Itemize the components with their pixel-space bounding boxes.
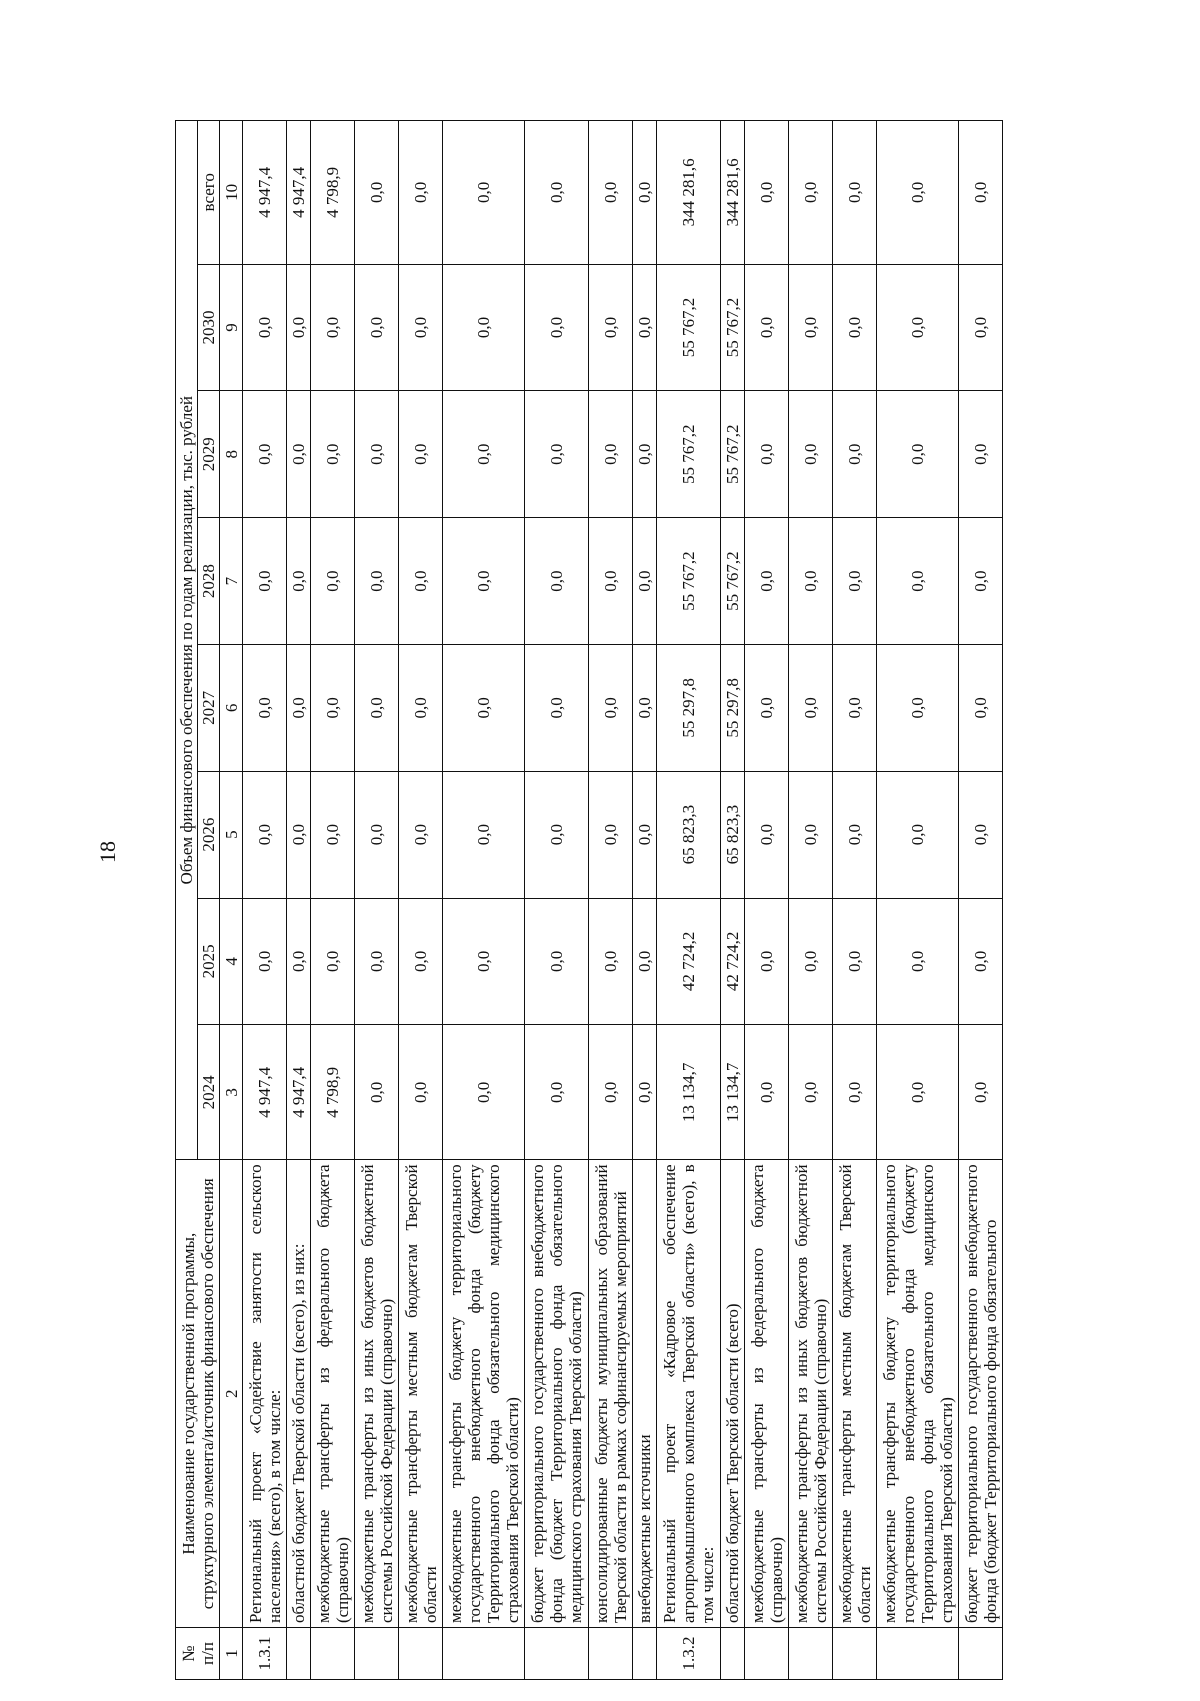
header-row-index	[220, 121, 243, 1680]
financing-table	[175, 120, 1003, 1680]
row-number	[633, 1628, 657, 1680]
row-number	[789, 1628, 833, 1680]
table-row	[877, 121, 959, 1680]
column-index: 3	[220, 1025, 243, 1160]
column-index: 2	[220, 1160, 243, 1628]
row-name: межбюджетные трансферты бюджету территориального государственного внебюджетного фонда (бюджету Территориального фонда обязательного медицинского страхования Тверской области)	[877, 1160, 959, 1628]
column-index: 8	[220, 391, 243, 518]
value-cell: 0,0	[877, 771, 959, 898]
table-row	[745, 121, 789, 1680]
value-cell: 0,0	[311, 518, 355, 645]
value-cell: 0,0	[959, 644, 1003, 771]
value-cell: 0,0	[525, 644, 589, 771]
value-cell: 0,0	[633, 771, 657, 898]
row-number	[589, 1628, 633, 1680]
value-cell: 4 947,4	[287, 1025, 311, 1160]
value-cell: 0,0	[959, 518, 1003, 645]
header-num: № п/п	[176, 1628, 220, 1680]
value-cell: 4 798,9	[311, 1025, 355, 1160]
value-cell: 0,0	[877, 644, 959, 771]
value-cell: 0,0	[287, 264, 311, 391]
value-cell: 0,0	[243, 771, 287, 898]
value-total: 344 281,6	[721, 121, 745, 265]
value-cell: 0,0	[355, 391, 399, 518]
column-index: 9	[220, 264, 243, 391]
value-cell: 0,0	[877, 1025, 959, 1160]
row-number	[525, 1628, 589, 1680]
row-name: межбюджетные трансферты из иных бюджетов бюджетной системы Российской Федерации (справочно)	[355, 1160, 399, 1628]
row-number	[355, 1628, 399, 1680]
header-name: Наименование государственной программы, структурного элемента/источник финансового обеспечения	[176, 1160, 220, 1628]
header-volume: Объем финансового обеспечения по годам реализации, тыс. рублей	[176, 121, 198, 1160]
value-cell: 0,0	[443, 391, 525, 518]
value-cell: 0,0	[789, 518, 833, 645]
value-cell: 0,0	[355, 771, 399, 898]
value-cell: 0,0	[877, 898, 959, 1025]
value-cell: 0,0	[959, 898, 1003, 1025]
value-total: 0,0	[525, 121, 589, 265]
value-cell: 0,0	[525, 898, 589, 1025]
row-name: межбюджетные трансферты бюджету территориального государственного внебюджетного фонда (бюджету Территориального фонда обязательного медицинского страхования Тверской области)	[443, 1160, 525, 1628]
value-cell: 0,0	[633, 644, 657, 771]
page-number: 18	[95, 841, 120, 863]
value-cell: 0,0	[789, 644, 833, 771]
row-name: внебюджетные источники	[633, 1160, 657, 1628]
value-cell: 0,0	[877, 518, 959, 645]
table-row	[833, 121, 877, 1680]
column-index: 6	[220, 644, 243, 771]
value-cell: 0,0	[399, 264, 443, 391]
value-cell: 0,0	[589, 644, 633, 771]
value-cell: 0,0	[287, 771, 311, 898]
value-cell: 0,0	[243, 898, 287, 1025]
value-cell: 0,0	[789, 391, 833, 518]
value-cell: 0,0	[311, 391, 355, 518]
value-cell: 0,0	[833, 391, 877, 518]
value-cell: 0,0	[243, 391, 287, 518]
value-cell: 0,0	[877, 391, 959, 518]
value-total: 0,0	[833, 121, 877, 265]
row-name: межбюджетные трансферты из федерального бюджета (справочно)	[311, 1160, 355, 1628]
column-index: 7	[220, 518, 243, 645]
value-cell: 0,0	[745, 771, 789, 898]
row-number	[399, 1628, 443, 1680]
value-cell: 0,0	[959, 391, 1003, 518]
row-name: межбюджетные трансферты местным бюджетам Тверской области	[399, 1160, 443, 1628]
value-cell: 0,0	[833, 518, 877, 645]
row-number: 1.3.2	[657, 1628, 721, 1680]
value-cell: 0,0	[589, 518, 633, 645]
table-row	[399, 121, 443, 1680]
table-row	[525, 121, 589, 1680]
value-total: 0,0	[399, 121, 443, 265]
value-cell: 0,0	[633, 391, 657, 518]
value-cell: 65 823,3	[721, 771, 745, 898]
value-cell: 55 767,2	[657, 264, 721, 391]
value-cell: 0,0	[443, 518, 525, 645]
value-cell: 0,0	[589, 771, 633, 898]
column-index: 5	[220, 771, 243, 898]
value-cell: 0,0	[877, 264, 959, 391]
header-year: 2028	[198, 518, 220, 645]
value-cell: 0,0	[243, 264, 287, 391]
value-cell: 0,0	[525, 264, 589, 391]
header-year: 2030	[198, 264, 220, 391]
value-total: 0,0	[633, 121, 657, 265]
value-cell: 0,0	[443, 264, 525, 391]
value-total: 4 947,4	[287, 121, 311, 265]
table-row	[657, 121, 721, 1680]
value-cell: 0,0	[525, 771, 589, 898]
value-cell: 13 134,7	[721, 1025, 745, 1160]
value-cell: 0,0	[633, 264, 657, 391]
rotated-table-wrapper	[175, 120, 1060, 1680]
value-cell: 0,0	[287, 518, 311, 645]
value-cell: 55 297,8	[721, 644, 745, 771]
value-cell: 0,0	[243, 644, 287, 771]
value-cell: 55 297,8	[657, 644, 721, 771]
table-row	[959, 121, 1003, 1680]
value-cell: 0,0	[959, 1025, 1003, 1160]
value-cell: 0,0	[833, 898, 877, 1025]
value-cell: 0,0	[833, 1025, 877, 1160]
value-cell: 0,0	[745, 644, 789, 771]
value-cell: 0,0	[399, 1025, 443, 1160]
value-cell: 0,0	[287, 644, 311, 771]
value-cell: 65 823,3	[657, 771, 721, 898]
value-cell: 55 767,2	[721, 264, 745, 391]
value-cell: 0,0	[789, 1025, 833, 1160]
value-cell: 0,0	[833, 771, 877, 898]
table-row	[589, 121, 633, 1680]
row-name: консолидированные бюджеты муниципальных образований Тверской области в рамках софинансируемых мероприятий	[589, 1160, 633, 1628]
value-cell: 55 767,2	[657, 391, 721, 518]
header-year: 2024	[198, 1025, 220, 1160]
value-total: 344 281,6	[657, 121, 721, 265]
value-cell: 0,0	[525, 1025, 589, 1160]
column-index: 10	[220, 121, 243, 265]
value-cell: 0,0	[355, 898, 399, 1025]
value-cell: 0,0	[443, 644, 525, 771]
value-cell: 0,0	[745, 898, 789, 1025]
value-cell: 42 724,2	[721, 898, 745, 1025]
row-name: бюджет территориального государственного внебюджетного фонда (бюджет Территориального фонда обязательного	[959, 1160, 1003, 1628]
value-cell: 0,0	[287, 898, 311, 1025]
row-name: межбюджетные трансферты из иных бюджетов бюджетной системы Российской Федерации (справочно)	[789, 1160, 833, 1628]
value-cell: 0,0	[789, 264, 833, 391]
value-cell: 0,0	[525, 518, 589, 645]
header-year: 2027	[198, 644, 220, 771]
value-cell: 0,0	[355, 518, 399, 645]
value-cell: 0,0	[745, 391, 789, 518]
value-cell: 0,0	[355, 1025, 399, 1160]
value-cell: 42 724,2	[657, 898, 721, 1025]
row-number: 1.3.1	[243, 1628, 287, 1680]
value-total: 0,0	[789, 121, 833, 265]
value-cell: 0,0	[311, 771, 355, 898]
value-cell: 13 134,7	[657, 1025, 721, 1160]
value-cell: 0,0	[789, 898, 833, 1025]
table-row	[633, 121, 657, 1680]
value-cell: 0,0	[311, 644, 355, 771]
value-total: 0,0	[443, 121, 525, 265]
value-total: 4 947,4	[243, 121, 287, 265]
row-name: областной бюджет Тверской области (всего), из них:	[287, 1160, 311, 1628]
value-cell: 0,0	[589, 264, 633, 391]
value-cell: 0,0	[355, 264, 399, 391]
value-cell: 0,0	[355, 644, 399, 771]
row-number	[287, 1628, 311, 1680]
value-cell: 0,0	[959, 264, 1003, 391]
value-total: 0,0	[745, 121, 789, 265]
value-cell: 0,0	[399, 771, 443, 898]
value-cell: 0,0	[633, 898, 657, 1025]
row-name: Региональный проект «Кадровое обеспечение агропромышленного комплекса Тверской области» (всего), в том числе:	[657, 1160, 721, 1628]
value-cell: 0,0	[311, 264, 355, 391]
value-cell: 0,0	[525, 391, 589, 518]
table-row	[287, 121, 311, 1680]
value-cell: 0,0	[833, 644, 877, 771]
row-number	[443, 1628, 525, 1680]
value-cell: 0,0	[833, 264, 877, 391]
value-cell: 0,0	[745, 264, 789, 391]
value-total: 0,0	[589, 121, 633, 265]
row-name: межбюджетные трансферты местным бюджетам Тверской области	[833, 1160, 877, 1628]
header-year: 2025	[198, 898, 220, 1025]
table-body	[243, 121, 1003, 1680]
value-total: 4 798,9	[311, 121, 355, 265]
value-cell: 0,0	[633, 518, 657, 645]
table-row	[721, 121, 745, 1680]
value-cell: 0,0	[745, 1025, 789, 1160]
header-year: 2029	[198, 391, 220, 518]
header-total: всего	[198, 121, 220, 265]
value-cell: 0,0	[443, 1025, 525, 1160]
value-total: 0,0	[959, 121, 1003, 265]
value-cell: 0,0	[399, 391, 443, 518]
value-cell: 0,0	[399, 898, 443, 1025]
value-cell: 0,0	[243, 518, 287, 645]
row-number	[745, 1628, 789, 1680]
value-cell: 0,0	[745, 518, 789, 645]
row-number	[721, 1628, 745, 1680]
value-cell: 0,0	[589, 898, 633, 1025]
header-row-1	[176, 121, 198, 1680]
row-number	[877, 1628, 959, 1680]
value-cell: 0,0	[443, 771, 525, 898]
value-cell: 4 947,4	[243, 1025, 287, 1160]
row-name: бюджет территориального государственного внебюджетного фонда (бюджет Территориального фонда обязательного медицинского страхования Тверской области)	[525, 1160, 589, 1628]
value-total: 0,0	[355, 121, 399, 265]
row-name: Региональный проект «Содействие занятости сельского населения» (всего), в том числе:	[243, 1160, 287, 1628]
table-row	[243, 121, 287, 1680]
value-cell: 55 767,2	[657, 518, 721, 645]
table-row	[443, 121, 525, 1680]
column-index: 1	[220, 1628, 243, 1680]
row-number	[311, 1628, 355, 1680]
header-year: 2026	[198, 771, 220, 898]
value-cell: 0,0	[789, 771, 833, 898]
value-cell: 0,0	[633, 1025, 657, 1160]
value-cell: 0,0	[589, 1025, 633, 1160]
value-cell: 0,0	[959, 771, 1003, 898]
table-row	[311, 121, 355, 1680]
row-name: областной бюджет Тверской области (всего)	[721, 1160, 745, 1628]
row-number	[959, 1628, 1003, 1680]
value-cell: 55 767,2	[721, 518, 745, 645]
value-total: 0,0	[877, 121, 959, 265]
value-cell: 0,0	[287, 391, 311, 518]
value-cell: 0,0	[399, 644, 443, 771]
value-cell: 55 767,2	[721, 391, 745, 518]
column-index: 4	[220, 898, 243, 1025]
value-cell: 0,0	[311, 898, 355, 1025]
value-cell: 0,0	[589, 391, 633, 518]
row-number	[833, 1628, 877, 1680]
row-name: межбюджетные трансферты из федерального бюджета (справочно)	[745, 1160, 789, 1628]
value-cell: 0,0	[443, 898, 525, 1025]
table-row	[355, 121, 399, 1680]
value-cell: 0,0	[399, 518, 443, 645]
table-row	[789, 121, 833, 1680]
